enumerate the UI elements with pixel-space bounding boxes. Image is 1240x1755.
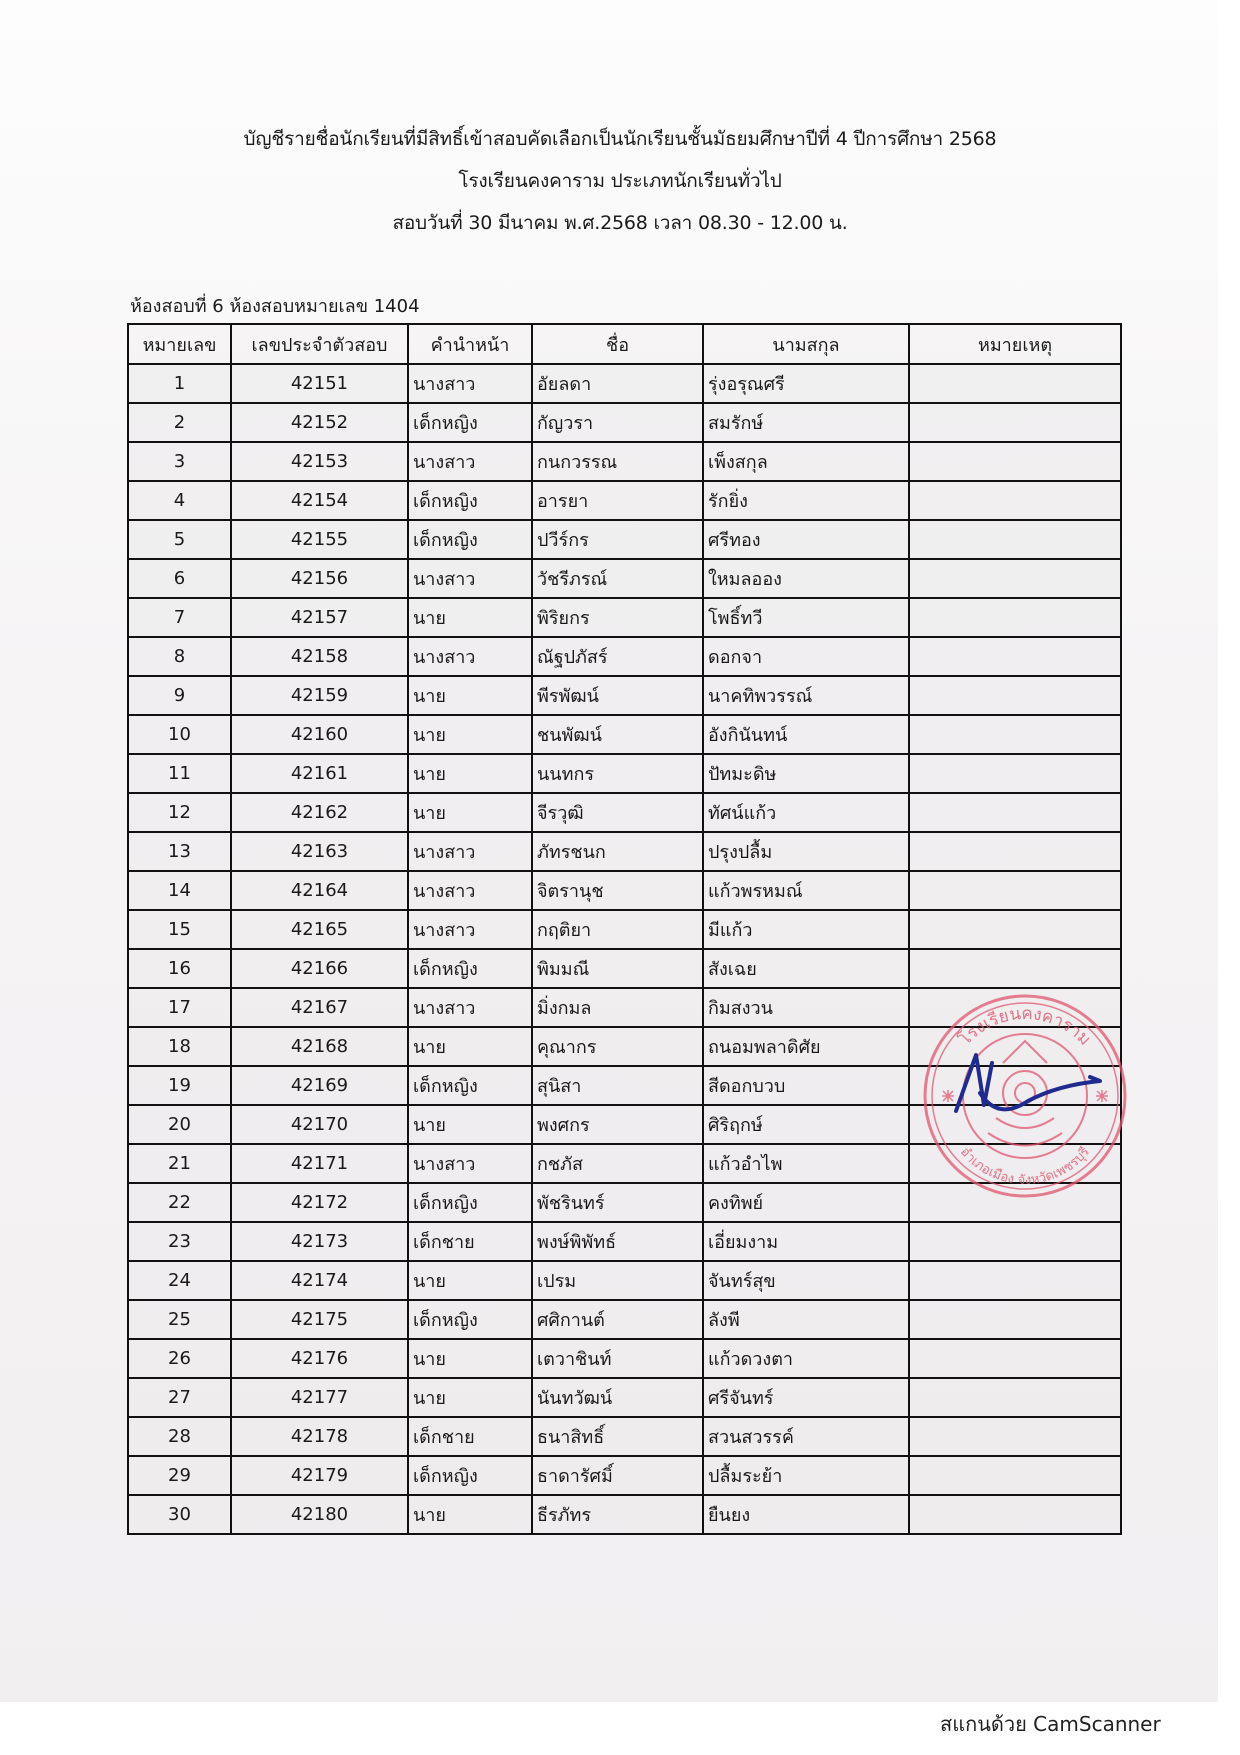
cell-note: [909, 1300, 1121, 1339]
cell-number: 20: [128, 1105, 231, 1144]
header-number: หมายเลข: [128, 324, 231, 364]
cell-prefix: เด็กชาย: [408, 1222, 532, 1261]
table-body: [128, 364, 1121, 1534]
cell-number: 1: [128, 364, 231, 403]
cell-last-name: ใหมลออง: [703, 559, 909, 598]
cell-number: 27: [128, 1378, 231, 1417]
cell-first-name: เปรม: [532, 1261, 703, 1300]
cell-first-name: เตวาชินท์: [532, 1339, 703, 1378]
cell-note: [909, 1339, 1121, 1378]
cell-note: [909, 793, 1121, 832]
cell-exam-id: 42172: [231, 1183, 408, 1222]
cell-exam-id: 42174: [231, 1261, 408, 1300]
cell-last-name: เพ็งสกุล: [703, 442, 909, 481]
cell-last-name: ทัศน์แก้ว: [703, 793, 909, 832]
cell-note: [909, 637, 1121, 676]
cell-number: 22: [128, 1183, 231, 1222]
cell-exam-id: 42168: [231, 1027, 408, 1066]
cell-note: [909, 1417, 1121, 1456]
cell-first-name: ศศิกานต์: [532, 1300, 703, 1339]
cell-exam-id: 42177: [231, 1378, 408, 1417]
cell-note: [909, 481, 1121, 520]
cell-number: 18: [128, 1027, 231, 1066]
cell-exam-id: 42161: [231, 754, 408, 793]
cell-last-name: ปรุงปลื้ม: [703, 832, 909, 871]
cell-last-name: ปลื้มระย้า: [703, 1456, 909, 1495]
cell-first-name: พงษ์พิพัทธ์: [532, 1222, 703, 1261]
cell-note: [909, 598, 1121, 637]
cell-note: [909, 1378, 1121, 1417]
cell-exam-id: 42164: [231, 871, 408, 910]
cell-prefix: เด็กชาย: [408, 1417, 532, 1456]
cell-exam-id: 42166: [231, 949, 408, 988]
cell-prefix: นาย: [408, 1339, 532, 1378]
table-row: [128, 1261, 1121, 1300]
cell-number: 24: [128, 1261, 231, 1300]
cell-last-name: แก้วดวงตา: [703, 1339, 909, 1378]
cell-prefix: เด็กหญิง: [408, 1066, 532, 1105]
cell-first-name: พิริยกร: [532, 598, 703, 637]
cell-prefix: เด็กหญิง: [408, 403, 532, 442]
cell-number: 29: [128, 1456, 231, 1495]
cell-last-name: แก้วอำไพ: [703, 1144, 909, 1183]
cell-first-name: สุนิสา: [532, 1066, 703, 1105]
school-seal-stamp: [918, 993, 1132, 1199]
header-note: หมายเหตุ: [909, 324, 1121, 364]
cell-last-name: คงทิพย์: [703, 1183, 909, 1222]
cell-prefix: เด็กหญิง: [408, 949, 532, 988]
cell-prefix: นาย: [408, 676, 532, 715]
exam-date-time: สอบวันที่ 30 มีนาคม พ.ศ.2568 เวลา 08.30 - 12.00 น.: [392, 212, 848, 234]
header-prefix: คำนำหน้า: [408, 324, 532, 364]
cell-note: [909, 559, 1121, 598]
cell-number: 13: [128, 832, 231, 871]
table-row: [128, 1339, 1121, 1378]
cell-number: 16: [128, 949, 231, 988]
cell-prefix: นางสาว: [408, 871, 532, 910]
table-row: [128, 520, 1121, 559]
cell-exam-id: 42178: [231, 1417, 408, 1456]
cell-last-name: ดอกจา: [703, 637, 909, 676]
cell-exam-id: 42165: [231, 910, 408, 949]
table-row: [128, 832, 1121, 871]
cell-last-name: กิมสงวน: [703, 988, 909, 1027]
cell-last-name: รักยิ่ง: [703, 481, 909, 520]
cell-note: [909, 442, 1121, 481]
cell-prefix: นางสาว: [408, 832, 532, 871]
cell-exam-id: 42171: [231, 1144, 408, 1183]
cell-first-name: ปวีร์กร: [532, 520, 703, 559]
cell-first-name: มิ่งกมล: [532, 988, 703, 1027]
cell-last-name: ปัทมะดิษ: [703, 754, 909, 793]
table-row: [128, 403, 1121, 442]
cell-prefix: นาย: [408, 1261, 532, 1300]
exam-room-label: ห้องสอบที่ 6 ห้องสอบหมายเลข 1404: [130, 296, 420, 317]
camscanner-watermark: สแกนด้วย CamScanner: [940, 1712, 1161, 1736]
cell-last-name: เอี่ยมงาม: [703, 1222, 909, 1261]
cell-number: 23: [128, 1222, 231, 1261]
cell-exam-id: 42169: [231, 1066, 408, 1105]
cell-note: [909, 520, 1121, 559]
cell-first-name: ธนาสิทธิ์: [532, 1417, 703, 1456]
cell-last-name: ศรีทอง: [703, 520, 909, 559]
table-row: [128, 1456, 1121, 1495]
cell-number: 28: [128, 1417, 231, 1456]
cell-last-name: ถนอมพลาดิศัย: [703, 1027, 909, 1066]
table-row: [128, 910, 1121, 949]
table-row: [128, 676, 1121, 715]
cell-last-name: โพธิ์ทวี: [703, 598, 909, 637]
cell-prefix: นางสาว: [408, 1144, 532, 1183]
cell-first-name: พิมมณี: [532, 949, 703, 988]
cell-first-name: พีรพัฒน์: [532, 676, 703, 715]
table-row: [128, 442, 1121, 481]
cell-note: [909, 754, 1121, 793]
cell-last-name: สมรักษ์: [703, 403, 909, 442]
cell-prefix: นางสาว: [408, 442, 532, 481]
cell-prefix: นางสาว: [408, 559, 532, 598]
student-roster-table: [127, 323, 1122, 1535]
cell-last-name: สีดอกบวบ: [703, 1066, 909, 1105]
cell-number: 2: [128, 403, 231, 442]
cell-exam-id: 42180: [231, 1495, 408, 1534]
cell-first-name: พงศกร: [532, 1105, 703, 1144]
cell-exam-id: 42160: [231, 715, 408, 754]
cell-number: 25: [128, 1300, 231, 1339]
table-row: [128, 715, 1121, 754]
cell-number: 11: [128, 754, 231, 793]
cell-last-name: อังกินันทน์: [703, 715, 909, 754]
cell-first-name: จีรวุฒิ: [532, 793, 703, 832]
cell-first-name: กชภัส: [532, 1144, 703, 1183]
cell-note: [909, 1222, 1121, 1261]
school-and-category: โรงเรียนคงคาราม ประเภทนักเรียนทั่วไป: [458, 170, 782, 192]
cell-number: 10: [128, 715, 231, 754]
cell-note: [909, 1456, 1121, 1495]
cell-note: [909, 1495, 1121, 1534]
cell-note: [909, 403, 1121, 442]
cell-first-name: ธาดารัศมิ์: [532, 1456, 703, 1495]
cell-note: [909, 1261, 1121, 1300]
cell-prefix: นาย: [408, 754, 532, 793]
cell-number: 3: [128, 442, 231, 481]
cell-first-name: ธีรภัทร: [532, 1495, 703, 1534]
cell-number: 8: [128, 637, 231, 676]
cell-exam-id: 42158: [231, 637, 408, 676]
cell-prefix: เด็กหญิง: [408, 481, 532, 520]
header-first-name: ชื่อ: [532, 324, 703, 364]
table-row: [128, 1300, 1121, 1339]
table-row: [128, 637, 1121, 676]
cell-prefix: นางสาว: [408, 637, 532, 676]
cell-prefix: เด็กหญิง: [408, 520, 532, 559]
cell-last-name: ลังพี: [703, 1300, 909, 1339]
table-row: [128, 754, 1121, 793]
cell-last-name: สังเฉย: [703, 949, 909, 988]
cell-prefix: นาย: [408, 793, 532, 832]
cell-number: 5: [128, 520, 231, 559]
cell-first-name: ณัฐปภัสร์: [532, 637, 703, 676]
cell-exam-id: 42163: [231, 832, 408, 871]
cell-first-name: นันทวัฒน์: [532, 1378, 703, 1417]
cell-prefix: นาย: [408, 1495, 532, 1534]
cell-prefix: นาย: [408, 598, 532, 637]
cell-exam-id: 42170: [231, 1105, 408, 1144]
cell-note: [909, 949, 1121, 988]
cell-exam-id: 42153: [231, 442, 408, 481]
cell-exam-id: 42156: [231, 559, 408, 598]
table-row: [128, 559, 1121, 598]
cell-number: 4: [128, 481, 231, 520]
cell-last-name: ศรีจันทร์: [703, 1378, 909, 1417]
cell-exam-id: 42152: [231, 403, 408, 442]
cell-exam-id: 42155: [231, 520, 408, 559]
cell-number: 19: [128, 1066, 231, 1105]
cell-exam-id: 42162: [231, 793, 408, 832]
table-row: [128, 871, 1121, 910]
cell-prefix: นางสาว: [408, 910, 532, 949]
cell-first-name: กนกวรรณ: [532, 442, 703, 481]
cell-number: 7: [128, 598, 231, 637]
cell-last-name: นาคทิพวรรณ์: [703, 676, 909, 715]
table-header-row: [128, 324, 1121, 364]
cell-first-name: กัญวรา: [532, 403, 703, 442]
cell-note: [909, 832, 1121, 871]
seal-icon: [925, 996, 1125, 1196]
table-row: [128, 949, 1121, 988]
cell-exam-id: 42159: [231, 676, 408, 715]
cell-first-name: ชนพัฒน์: [532, 715, 703, 754]
cell-last-name: ยืนยง: [703, 1495, 909, 1534]
cell-last-name: แก้วพรหมณ์: [703, 871, 909, 910]
cell-prefix: เด็กหญิง: [408, 1183, 532, 1222]
cell-exam-id: 42151: [231, 364, 408, 403]
cell-prefix: นาย: [408, 1027, 532, 1066]
cell-number: 15: [128, 910, 231, 949]
table-row: [128, 364, 1121, 403]
cell-number: 17: [128, 988, 231, 1027]
cell-last-name: มีแก้ว: [703, 910, 909, 949]
cell-note: [909, 910, 1121, 949]
cell-note: [909, 364, 1121, 403]
cell-prefix: นาย: [408, 1105, 532, 1144]
document-title: บัญชีรายชื่อนักเรียนที่มีสิทธิ์เข้าสอบคัดเลือกเป็นนักเรียนชั้นมัธยมศึกษาปีที่ 4 ปีการศึกษา 2568: [243, 128, 997, 150]
cell-first-name: ภัทรชนก: [532, 832, 703, 871]
cell-number: 12: [128, 793, 231, 832]
table-row: [128, 1378, 1121, 1417]
header-last-name: นามสกุล: [703, 324, 909, 364]
cell-prefix: นาย: [408, 1378, 532, 1417]
table-row: [128, 598, 1121, 637]
cell-number: 9: [128, 676, 231, 715]
cell-exam-id: 42173: [231, 1222, 408, 1261]
document-header: [0, 118, 1240, 244]
table-row: [128, 481, 1121, 520]
cell-prefix: นางสาว: [408, 988, 532, 1027]
cell-prefix: เด็กหญิง: [408, 1300, 532, 1339]
cell-exam-id: 42157: [231, 598, 408, 637]
cell-first-name: นนทกร: [532, 754, 703, 793]
cell-last-name: จันทร์สุข: [703, 1261, 909, 1300]
cell-prefix: นาย: [408, 715, 532, 754]
cell-exam-id: 42179: [231, 1456, 408, 1495]
seal-top-text: โรงเรียนคงคาราม: [955, 1003, 1095, 1050]
cell-first-name: พัชรินทร์: [532, 1183, 703, 1222]
cell-first-name: จิตรานุช: [532, 871, 703, 910]
cell-first-name: กฤติยา: [532, 910, 703, 949]
cell-note: [909, 715, 1121, 754]
cell-first-name: อัยลดา: [532, 364, 703, 403]
cell-exam-id: 42176: [231, 1339, 408, 1378]
cell-first-name: อารยา: [532, 481, 703, 520]
table-row: [128, 1417, 1121, 1456]
cell-number: 6: [128, 559, 231, 598]
cell-number: 14: [128, 871, 231, 910]
cell-note: [909, 676, 1121, 715]
cell-exam-id: 42154: [231, 481, 408, 520]
cell-prefix: เด็กหญิง: [408, 1456, 532, 1495]
cell-first-name: คุณากร: [532, 1027, 703, 1066]
cell-number: 30: [128, 1495, 231, 1534]
cell-exam-id: 42175: [231, 1300, 408, 1339]
cell-note: [909, 871, 1121, 910]
cell-last-name: ศิริฤกษ์: [703, 1105, 909, 1144]
table-row: [128, 1495, 1121, 1534]
cell-last-name: รุ่งอรุณศรี: [703, 364, 909, 403]
seal-bottom-text: อำเภอเมือง จังหวัดเพชรบุรี: [957, 1144, 1093, 1189]
cell-exam-id: 42167: [231, 988, 408, 1027]
cell-number: 21: [128, 1144, 231, 1183]
cell-prefix: นางสาว: [408, 364, 532, 403]
cell-first-name: วัชรีภรณ์: [532, 559, 703, 598]
cell-last-name: สวนสวรรค์: [703, 1417, 909, 1456]
table-row: [128, 793, 1121, 832]
header-exam-id: เลขประจำตัวสอบ: [231, 324, 408, 364]
cell-number: 26: [128, 1339, 231, 1378]
table-row: [128, 1222, 1121, 1261]
